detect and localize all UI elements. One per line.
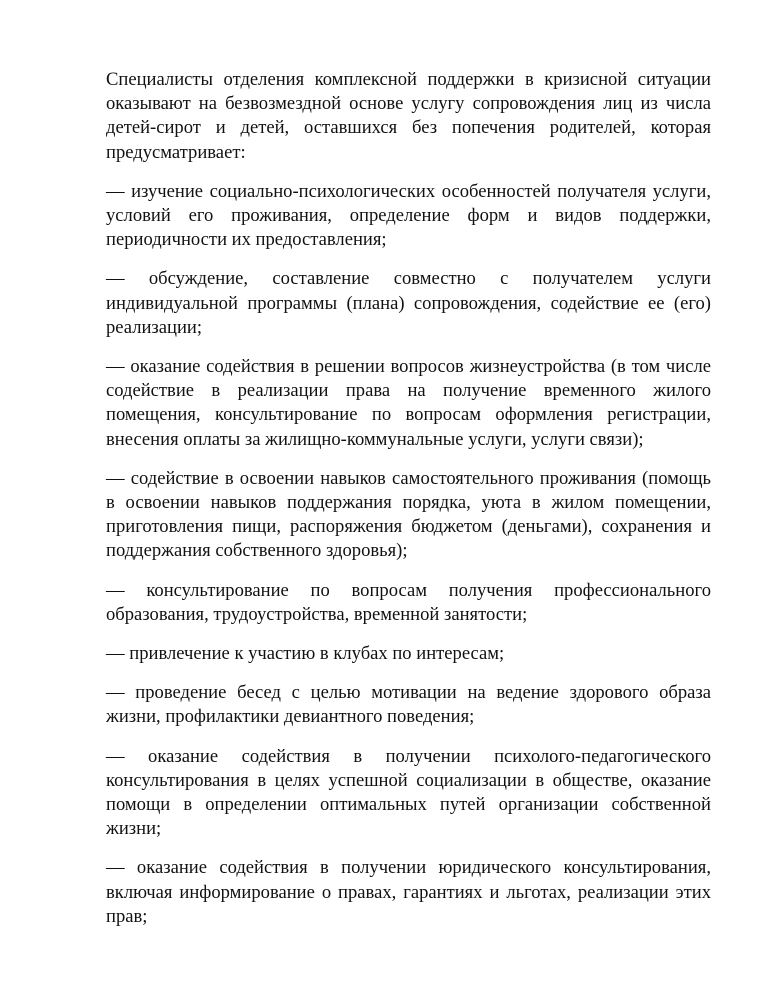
list-item: — обсуждение, составление совместно с получателем услуги индивидуальной программы (плана) сопровождения, содействие ее (его) реализации; <box>106 268 711 338</box>
list-item: — содействие в освоении навыков самостоятельного проживания (помощь в освоении навыков поддержания порядка, уюта в жилом помещении, приготовления пищи, распоряжения бюджетом (деньгами), сохранения и поддержания собственного здоровья); <box>106 467 711 562</box>
intro-paragraph: Специалисты отделения комплексной поддержки в кризисной ситуации оказывают на безвозмездной основе услугу сопровождения лиц из числа детей-сирот и детей, оставшихся без попечения родителей, которая предусматривает: <box>106 69 711 163</box>
list-item: — консультирование по вопросам получения профессионального образования, трудоустройства, временной занятости; <box>106 579 711 625</box>
list-item: — изучение социально-психологических особенностей получателя услуги, условий его проживания, определение форм и видов поддержки, периодичности их предоставления; <box>106 180 711 251</box>
list-item: — оказание содействия в получении юридического консультирования, включая информирование о правах, гарантиях и льготах, реализации этих прав; <box>106 857 711 927</box>
list-item: — оказание содействия в получении психолого-педагогического консультирования в целях успешной социализации в обществе, оказание помощи в определении оптимальных путей организации собственной жизни; <box>106 745 711 840</box>
list-item: — проведение бесед с целью мотивации на ведение здорового образа жизни, профилактики девиантного поведения; <box>106 682 711 728</box>
document-body <box>106 68 711 944</box>
list-item: — оказание содействия в решении вопросов жизнеустройства (в том числе содействие в реализации права на получение временного жилого помещения, консультирование по вопросам оформления регистрации, внесения оплаты за жилищно-коммунальные услуги, услуги связи); <box>106 356 711 450</box>
list-item: — привлечение к участию в клубах по интересам; <box>106 643 505 665</box>
